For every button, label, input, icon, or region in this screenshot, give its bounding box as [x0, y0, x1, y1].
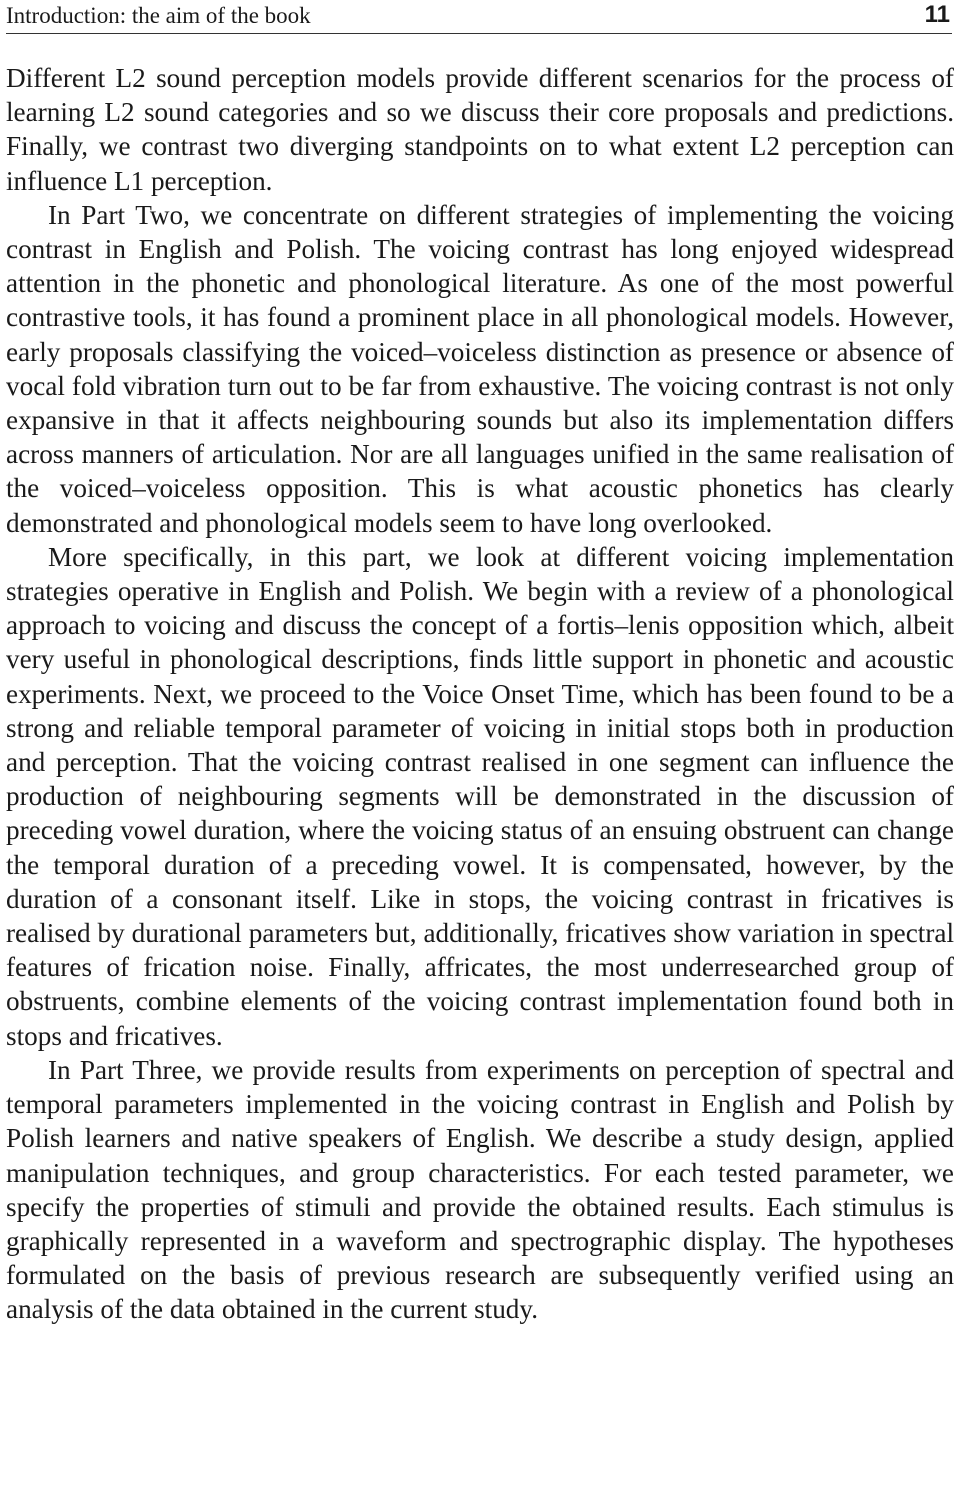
paragraph-4: In Part Three, we provide results from experiments on perception of spectral and temporal parameters implemented in the voicing contrast in English and Polish by Polish learners and native speakers of English. We describe a study design, applied manipulation techniques, and group characteristics. For each tested parameter, we specify the properties of stimuli and provide the obtained results. Each stimulus is graphically represented in a waveform and spectrographic display. The hypotheses formulated on the basis of previous research are subsequently verified using an analysis of the data obtained in the current study. [6, 1054, 954, 1325]
paragraph-2: In Part Two, we concentrate on different strategies of implementing the voicing contrast in English and Polish. The voicing contrast has long enjoyed widespread attention in the phonetic and phonological literature. As one of the most powerful contrastive tools, it has found a prominent place in all phonological models. However, early proposals classifying the voiced–voiceless distinction as presence or absence of vocal fold vibration turn out to be far from exhaustive. The voicing contrast is not only expansive in that it affects neighbouring sounds but also its implementation differs across manners of articulation. Nor are all languages unified in the same realisation of the voiced–voiceless opposition. This is what acoustic phonetics has clearly demonstrated and phonological models seem to have long overlooked. [6, 199, 954, 538]
running-head [6, 0, 952, 34]
running-title: Introduction: the aim of the book [6, 3, 311, 28]
paragraph-1: Different L2 sound perception models provide different scenarios for the process of learning L2 sound categories and so we discuss their core proposals and predictions. Finally, we contrast two diverging standpoints on to what extent L2 perception can influence L1 perception. [6, 63, 954, 196]
paragraph-3: More specifically, in this part, we look at different voicing implementation strategies operative in English and Polish. We begin with a review of a phonological approach to voicing and discuss the concept of a fortis–lenis opposition which, albeit very useful in phonological descriptions, finds little support in phonetic and acoustic experiments. Next, we proceed to the Voice Onset Time, which has been found to be a strong and reliable temporal parameter of voicing in initial stops both in production and perception. That the voicing contrast realised in one segment can influence the production of neighbouring segments will be demonstrated in the discussion of preceding vowel duration, where the voicing status of an ensuing obstruent can change the temporal duration of a preceding vowel. It is compensated, however, by the duration of a consonant itself. Like in stops, the voicing contrast in fricatives is realised by durational parameters but, additionally, fricatives show variation in spectral features of frication noise. Finally, affricates, the most underresearched group of obstruents, combine elements of the voicing contrast implementation found both in stops and fricatives. [6, 541, 954, 1051]
page-number: 11 [924, 1, 950, 28]
body-text [6, 61, 954, 1327]
